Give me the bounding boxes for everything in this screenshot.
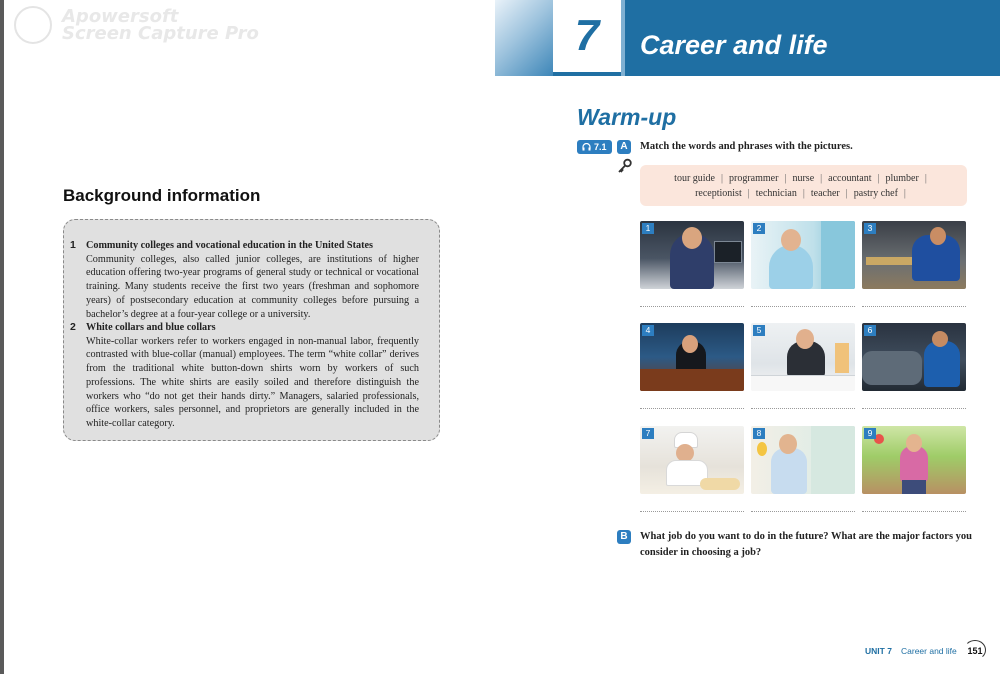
item-body: White-collar workers refer to workers engaged in non-manual labor, frequently contrasted with blue-collar (manual) employees. The term “white collar” derives from the traditional white button-down shirts worn by workers of such professions. The white shirts are easily soiled and therefore distinguish the workers who “do not get their hands dirty.” Managers, salaried professionals, office workers, sales personnel, and proprietors are generally included in the white-collar category. [86, 335, 419, 429]
audio-track-badge[interactable] [577, 140, 612, 154]
picture-5 [751, 323, 855, 391]
item-number: 2 [70, 321, 76, 333]
task-b-line-2: consider in choosing a job? [640, 547, 762, 558]
unit-number: 7 [574, 11, 600, 60]
headphones-icon [582, 142, 594, 152]
answer-line-4[interactable] [640, 408, 744, 409]
audio-track-number: 7.1 [594, 142, 607, 152]
picture-4 [640, 323, 744, 391]
task-b-badge: B [617, 530, 631, 544]
item-number: 1 [70, 239, 76, 251]
background-item-2 [70, 321, 419, 431]
word-bank-item: receptionist [695, 188, 742, 199]
word-bank-item: programmer [729, 173, 779, 184]
watermark-line1: Apowersoft [62, 6, 179, 27]
word-separator: | [820, 173, 823, 184]
page-number: 151 [964, 640, 986, 660]
unit-title: Career and life [640, 30, 828, 60]
item-heading: White collars and blue collars [86, 322, 216, 333]
answer-line-8[interactable] [751, 511, 855, 512]
word-bank-line-2 [640, 186, 967, 201]
answer-line-6[interactable] [862, 408, 966, 409]
word-bank-item: tour guide [674, 173, 715, 184]
picture-number: 5 [753, 325, 765, 336]
picture-number: 8 [753, 428, 765, 439]
picture-1 [640, 221, 744, 289]
word-bank-item: teacher [810, 188, 840, 199]
word-bank-item: accountant [828, 173, 872, 184]
background-item-1 [70, 239, 419, 321]
word-separator: | [877, 173, 880, 184]
picture-number: 4 [642, 325, 654, 336]
task-b-line-1: What job do you want to do in the future? What are the major factors you [640, 531, 973, 542]
footer-unit-title: Career and life [901, 646, 957, 656]
watermark-logo [14, 6, 52, 44]
header-decoration [495, 0, 553, 76]
picture-6 [862, 323, 966, 391]
picture-9 [862, 426, 966, 494]
picture-number: 9 [864, 428, 876, 439]
answer-line-7[interactable] [640, 511, 744, 512]
word-separator: | [903, 188, 906, 199]
key-icon[interactable] [617, 158, 633, 174]
word-bank-item: pastry chef [853, 188, 898, 199]
watermark-line2: Screen Capture Pro [62, 23, 259, 44]
word-separator: | [802, 188, 805, 199]
word-bank-item: plumber [885, 173, 919, 184]
task-a-badge: A [617, 140, 631, 154]
picture-8 [751, 426, 855, 494]
word-separator: | [784, 173, 787, 184]
answer-line-2[interactable] [751, 306, 855, 307]
picture-number: 3 [864, 223, 876, 234]
background-box [63, 219, 440, 441]
item-heading: Community colleges and vocational education in the United States [86, 240, 373, 251]
answer-line-9[interactable] [862, 511, 966, 512]
task-a-instruction: Match the words and phrases with the pictures. [640, 141, 853, 152]
picture-number: 6 [864, 325, 876, 336]
word-separator: | [845, 188, 848, 199]
right-page [495, 0, 1000, 674]
word-separator: | [721, 173, 724, 184]
word-bank-line-1 [640, 171, 967, 186]
answer-line-5[interactable] [751, 408, 855, 409]
word-bank [640, 165, 967, 206]
word-separator: | [924, 173, 927, 184]
section-title: Warm-up [577, 104, 677, 130]
picture-7 [640, 426, 744, 494]
picture-3 [862, 221, 966, 289]
left-page [4, 0, 495, 674]
background-title: Background information [63, 186, 261, 205]
word-bank-item: nurse [792, 173, 815, 184]
picture-number: 7 [642, 428, 654, 439]
unit-header [495, 0, 1000, 76]
word-bank-item: technician [755, 188, 797, 199]
footer-unit-label: UNIT 7 [865, 646, 892, 656]
picture-number: 2 [753, 223, 765, 234]
word-separator: | [747, 188, 750, 199]
answer-line-1[interactable] [640, 306, 744, 307]
picture-number: 1 [642, 223, 654, 234]
task-b-question [640, 529, 972, 561]
picture-2 [751, 221, 855, 289]
answer-line-3[interactable] [862, 306, 966, 307]
unit-number-box [553, 0, 621, 72]
item-body: Community colleges, also called junior colleges, are institutions of higher education offering two-year programs of general study or technical or vocational training. Many students receive the first two years (freshman and sophomore years) of postsecondary education at community colleges before pursuing a bachelor’s degree at a four-year college or a university. [86, 253, 419, 320]
